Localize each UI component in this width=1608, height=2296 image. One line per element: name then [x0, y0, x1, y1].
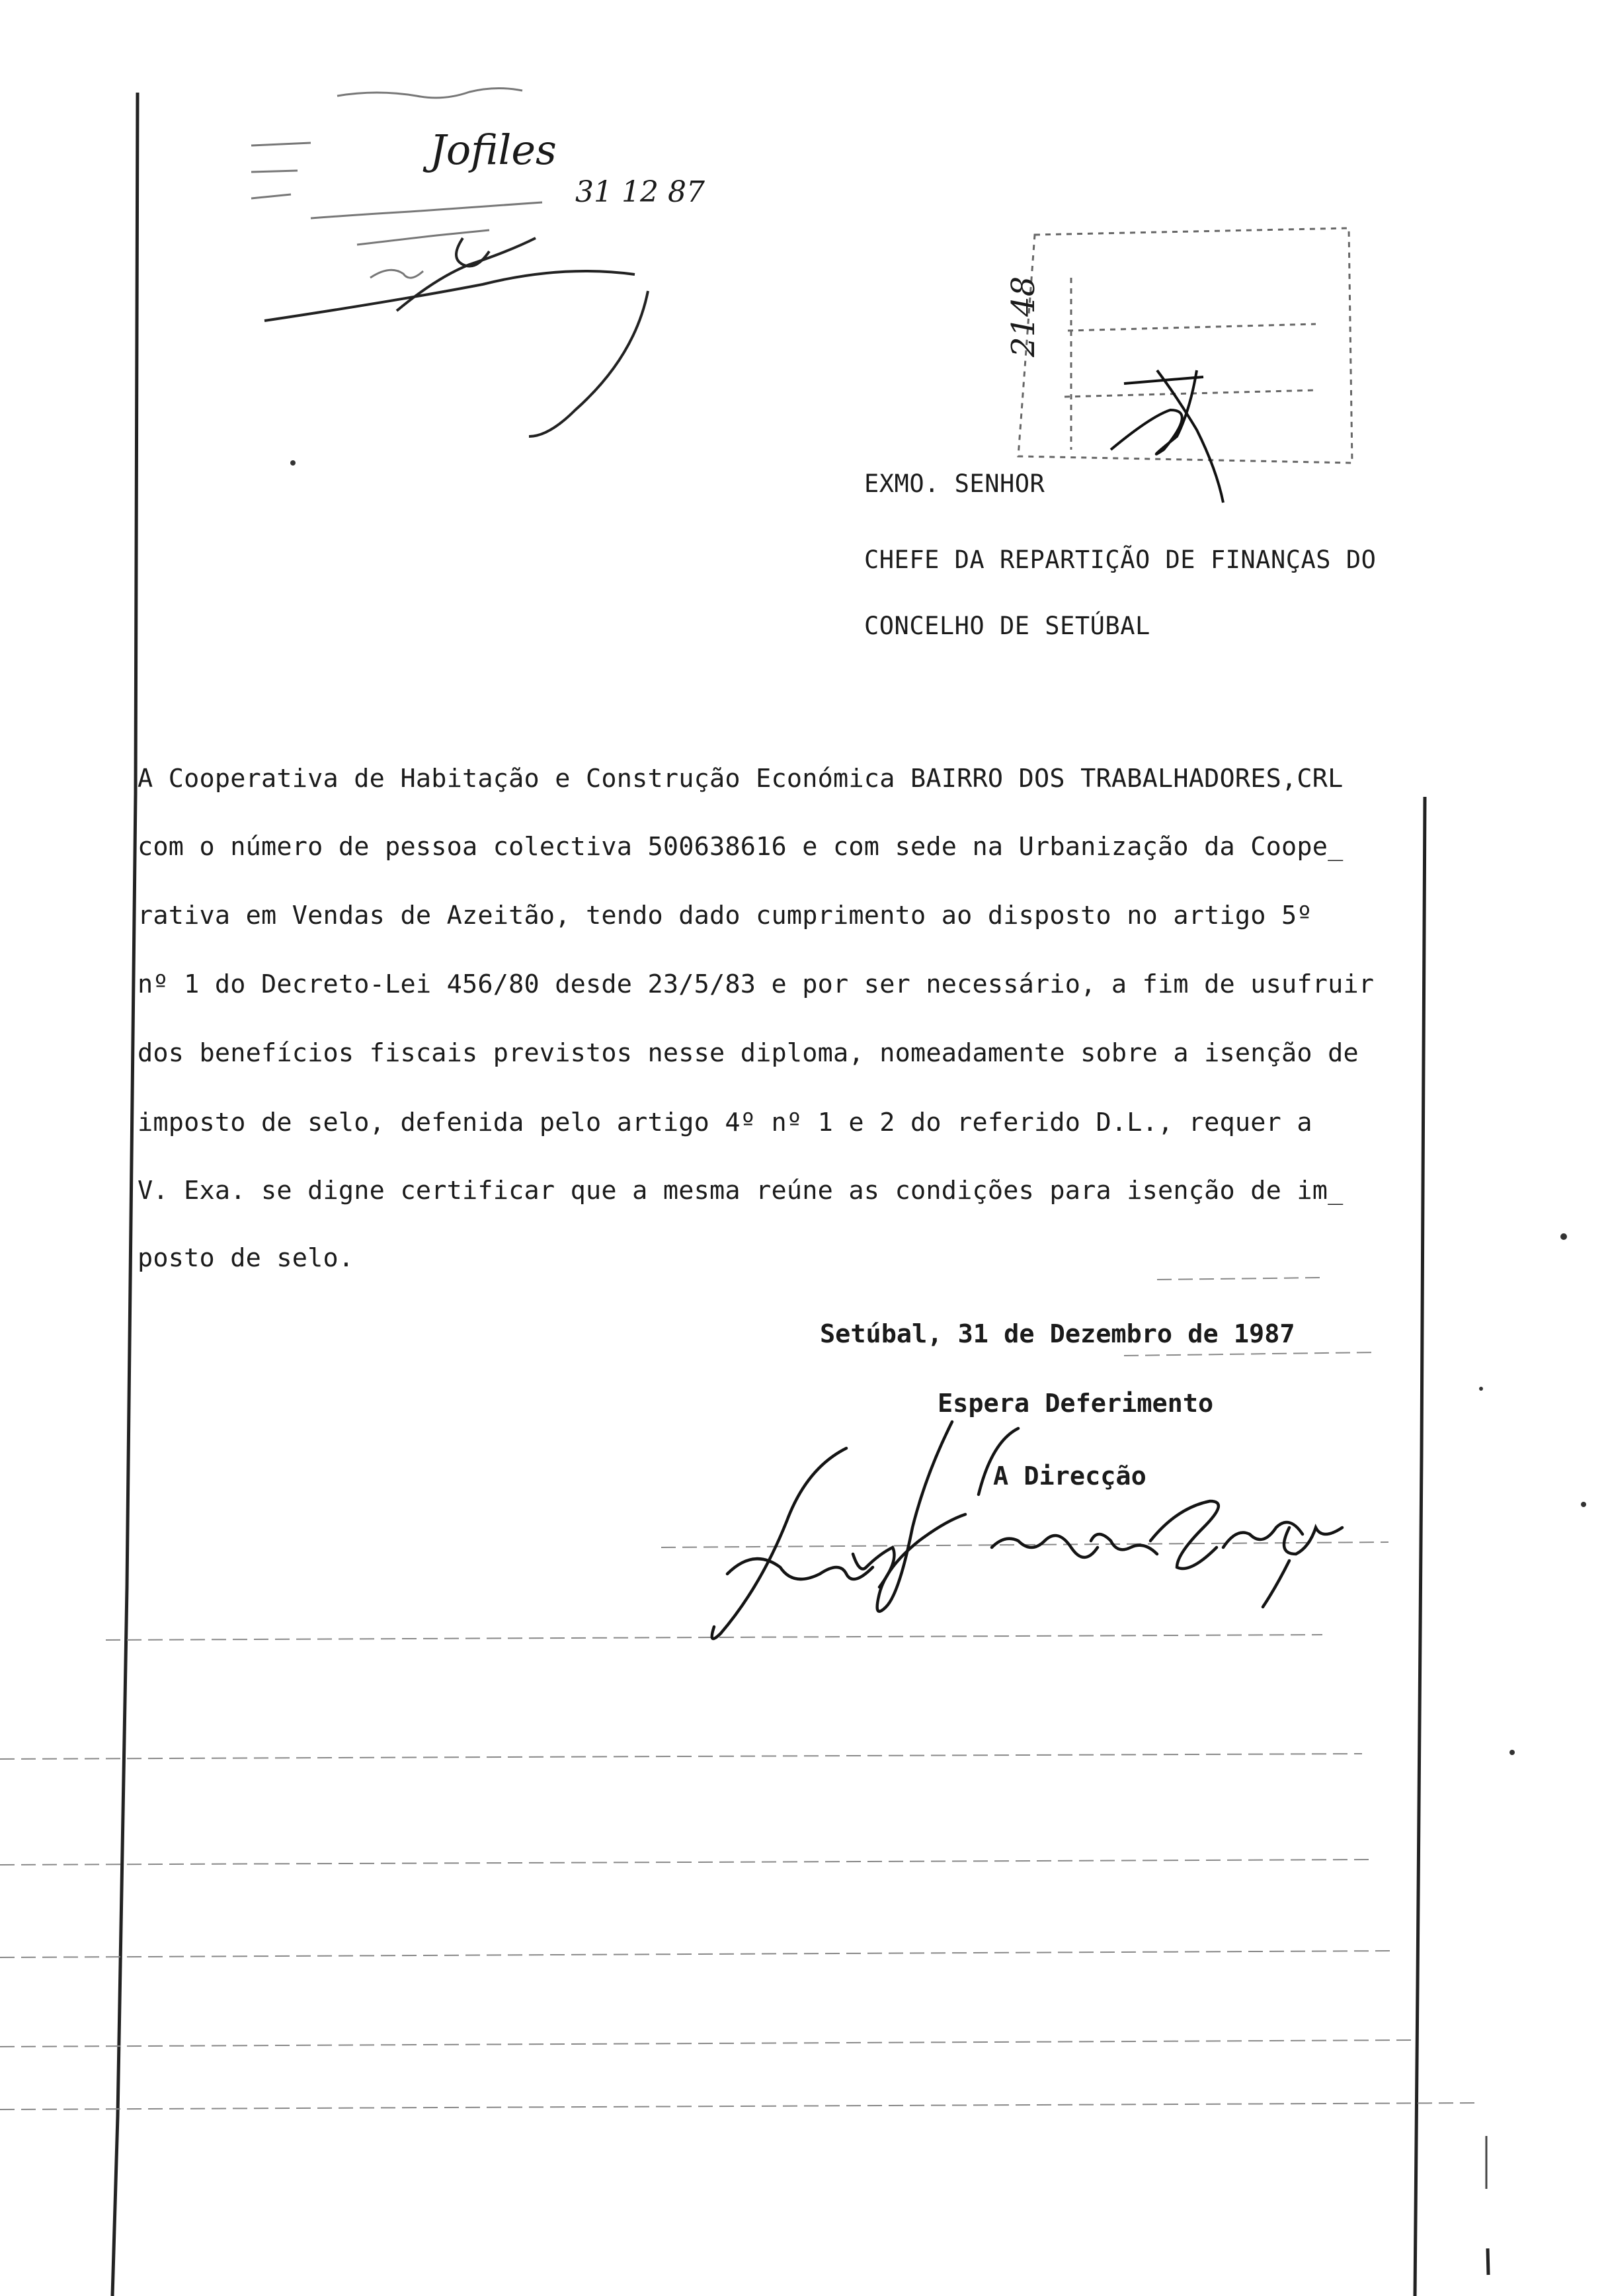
top-right-stamp-checkmark [1111, 370, 1223, 503]
body-line: posto de selo. [138, 1243, 354, 1273]
body-line: rativa em Vendas de Azeitão, tendo dado cumprimento ao disposto no artigo 5º [138, 901, 1312, 930]
body-line: dos benefícios fiscais previstos nesse diploma, nomeadamente sobre a isenção de [138, 1038, 1359, 1068]
body-line: A Cooperativa de Habitação e Construção Económica BAIRRO DOS TRABALHADORES,CRL [138, 764, 1344, 794]
body-line: V. Exa. se digne certificar que a mesma reúne as condições para isenção de im_ [138, 1176, 1344, 1206]
signatory-title: A Direcção [993, 1461, 1146, 1491]
place-and-date: Setúbal, 31 de Dezembro de 1987 [820, 1319, 1295, 1349]
left-margin-rule [112, 93, 138, 2296]
handwritten-name: Jofiles [430, 126, 557, 174]
top-right-registration-stamp [1018, 228, 1352, 463]
addressee-line-2: CONCELHO DE SETÚBAL [864, 612, 1150, 640]
top-left-handwritten-initials [264, 238, 648, 436]
director-handwritten-signature [712, 1422, 1342, 1639]
faint-ruled-lines [0, 1278, 1474, 2110]
body-line: imposto de selo, defenida pelo artigo 4º nº 1 e 2 do referido D.L., requer a [138, 1108, 1312, 1137]
closing-request: Espera Deferimento [938, 1389, 1214, 1418]
body-line: com o número de pessoa colectiva 500638616 e com sede na Urbanização da Coope_ [138, 832, 1344, 862]
body-line: nº 1 do Decreto-Lei 456/80 desde 23/5/83 e por ser necessário, a fim de usufruir [138, 969, 1375, 999]
addressee-line-1: CHEFE DA REPARTIÇÃO DE FINANÇAS DO [864, 546, 1377, 574]
addressee-salutation: EXMO. SENHOR [864, 470, 1045, 498]
right-margin-rule [1415, 797, 1425, 2296]
handwritten-date: 31 12 87 [575, 175, 705, 209]
top-left-reception-stamp [251, 88, 542, 278]
stamp-registration-number: 2148 [1005, 276, 1042, 357]
